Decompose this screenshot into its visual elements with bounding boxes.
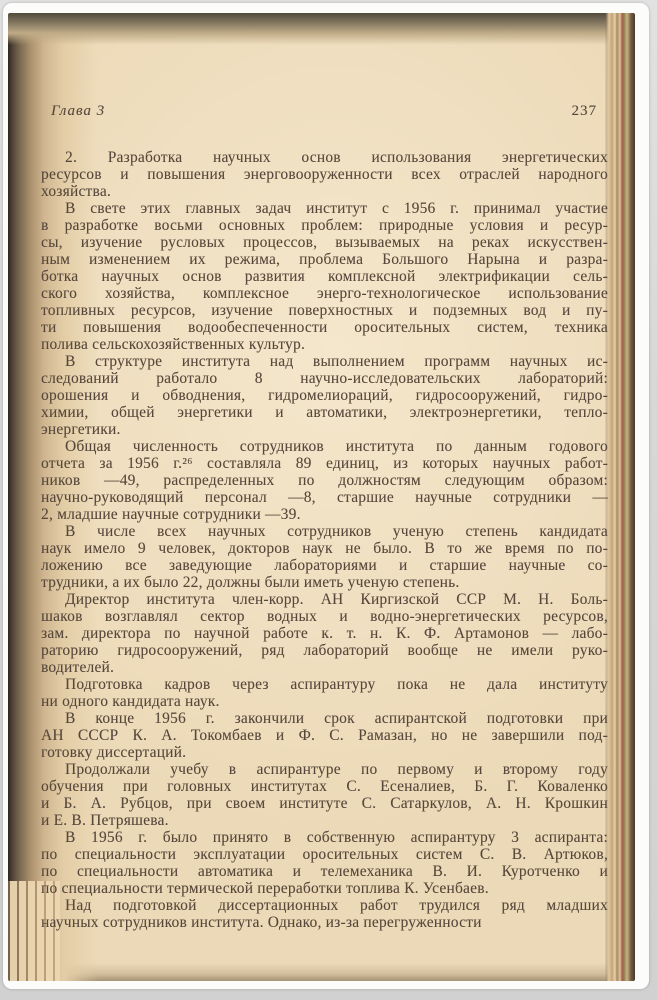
text-line: ни одного кандидата наук.: [41, 693, 220, 710]
text-line: Подготовка кадров через аспирантуру пока не дала институту: [65, 676, 608, 693]
text-line: готовку диссертаций.: [41, 744, 187, 761]
text-line: следований работало 8 научно-исследовательских лабораторий:: [41, 370, 608, 387]
text-line: Директор института член-корр. АН Киргизской ССР М. Н. Боль-: [65, 591, 608, 608]
text-line: В 1956 г. было принято в собственную аспирантуру 3 аспиранта:: [65, 829, 608, 846]
text-line: ресурсов и повышения энерговооруженности всех отраслей народного: [41, 166, 608, 183]
text-line: шаков возглавлял сектор водных и водно-энергетических ресурсов,: [41, 608, 608, 625]
text-line: ным изменением их режима, проблема Большого Нарына и разра-: [41, 251, 608, 268]
paragraph: [41, 200, 608, 353]
paragraph: [41, 353, 608, 438]
paragraph: [41, 897, 608, 931]
text-line: ского хозяйства, комплексное энерго-технологическое использование: [41, 285, 608, 302]
text-line: ложению все заведующие лабораториями и старшие научные со-: [41, 557, 608, 574]
text-line: 2, младшие научные сотрудники —39.: [41, 506, 301, 523]
running-head: [41, 103, 608, 120]
paragraph: [41, 761, 608, 829]
book-page-scan: [8, 13, 635, 981]
page-body: [41, 149, 608, 931]
paragraph: [41, 829, 608, 897]
text-line: зам. директора по научной работе к. т. н. К. Ф. Артамонов — лабо-: [41, 625, 608, 642]
text-line: ти повышения водообеспеченности оросительных систем, техника: [41, 319, 608, 336]
text-line: и Б. А. Рубцов, при своем институте С. Сатаркулов, А. Н. Крошкин: [41, 795, 608, 812]
text-line: полива сельскохозяйственных культур.: [41, 336, 306, 353]
text-line: Над подготовкой диссертационных работ трудился ряд младших: [65, 897, 608, 914]
text-line: трудники, а их было 22, должны были иметь ученую степень.: [41, 574, 460, 591]
text-line: водителей.: [41, 659, 115, 676]
paragraph: [41, 523, 608, 591]
text-line: химии, общей энергетики и автоматики, электроэнергетики, тепло-: [41, 404, 608, 421]
text-line: по специальности эксплуатации оросительных систем С. В. Артюков,: [41, 846, 608, 863]
text-line: В числе всех научных сотрудников ученую степень кандидата: [65, 523, 608, 540]
text-line: топливных ресурсов, изучение поверхностных и подземных вод и пу-: [41, 302, 608, 319]
paragraph: [41, 676, 608, 710]
text-line: в разработке восьми основных проблем: природные условия и ресур-: [41, 217, 608, 234]
text-line: сы, изучение русловых процессов, вызываемых на реках искусствен-: [41, 234, 608, 251]
text-line: обучения при головных институтах С. Есеналиев, Б. Г. Коваленко: [41, 778, 608, 795]
text-line: 2. Разработка научных основ использования энергетических: [65, 149, 608, 166]
text-line: отчета за 1956 г.²⁶ составляла 89 единиц, из которых научных работ-: [41, 455, 608, 472]
paragraph: [41, 591, 608, 676]
page-content: [41, 103, 608, 931]
text-line: АН СССР К. А. Токомбаев и Ф. С. Рамазан, но не завершили под-: [41, 727, 608, 744]
text-line: хозяйства.: [41, 183, 111, 200]
text-line: орошения и обводнения, гидромелиораций, гидросооружений, гидро-: [41, 387, 608, 404]
text-line: В конце 1956 г. закончили срок аспирантской подготовки при: [65, 710, 608, 727]
text-line: по специальности термической переработки топлива К. Усенбаев.: [41, 880, 489, 897]
photo-frame: [3, 3, 649, 989]
text-line: ников —49, распределенных по должностям следующим образом:: [41, 472, 608, 489]
text-line: по специальности автоматика и телемеханика В. И. Куротченко и: [41, 863, 608, 880]
text-line: и Е. В. Петряшева.: [41, 812, 169, 829]
text-line: Продолжали учебу в аспирантуре по первому и второму году: [65, 761, 608, 778]
text-line: научных сотрудников института. Однако, из-за перегруженности: [41, 914, 482, 931]
text-line: энергетики.: [41, 421, 121, 438]
paragraph: [41, 710, 608, 761]
text-line: ботка научных основ развития комплексной электрификации сель-: [41, 268, 608, 285]
page-number: 237: [571, 103, 597, 119]
text-line: раторию гидросооружений, ряд лабораторий вообще не имели руко-: [41, 642, 608, 659]
text-line: наук имело 9 человек, докторов наук не было. В то же время по по-: [41, 540, 608, 557]
paragraph: [41, 149, 608, 200]
text-line: научно-руководящий персонал —8, старшие научные сотрудники —: [41, 489, 608, 506]
text-line: Общая численность сотрудников института по данным годового: [65, 438, 608, 455]
paragraph: [41, 438, 608, 523]
text-line: В свете этих главных задач институт с 1956 г. принимал участие: [65, 200, 608, 217]
chapter-label: Глава 3: [51, 103, 106, 119]
text-line: В структуре института над выполнением программ научных ис-: [65, 353, 608, 370]
